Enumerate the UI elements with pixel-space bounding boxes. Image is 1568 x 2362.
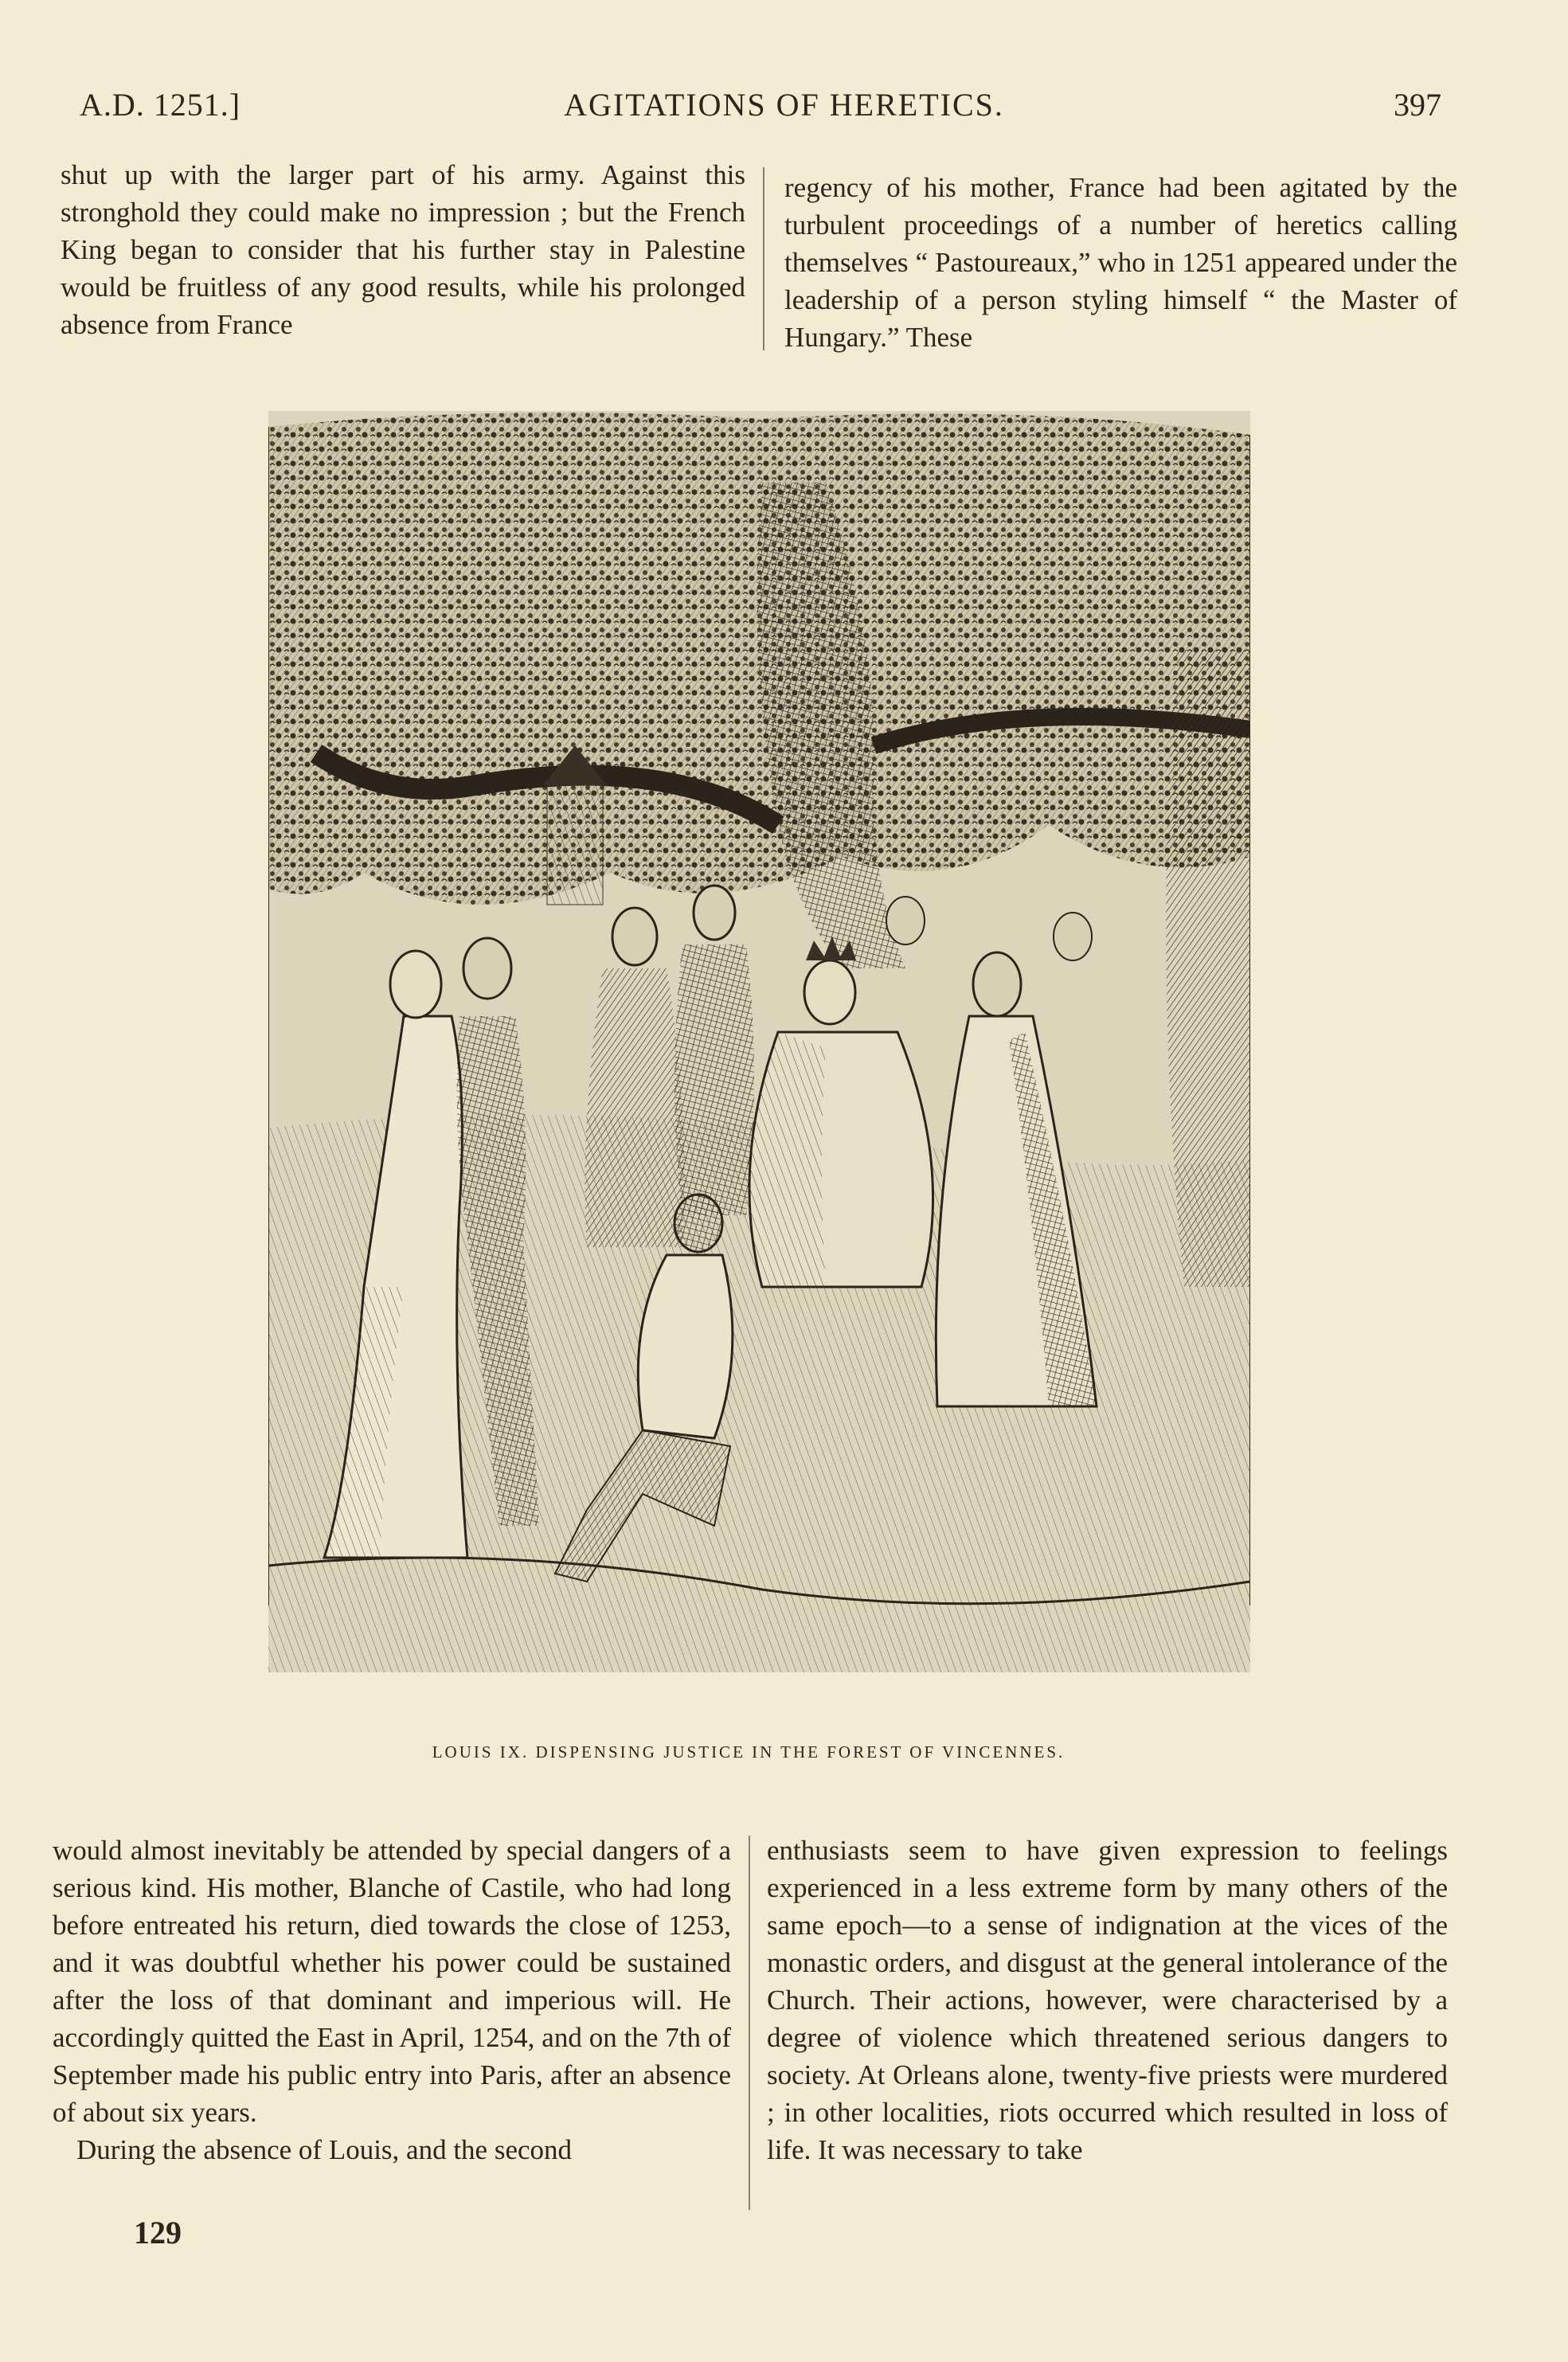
header-date: A.D. 1251.] [80, 87, 241, 123]
column-rule [749, 1836, 750, 2210]
page-number: 397 [1394, 87, 1441, 123]
paragraph: During the absence of Louis, and the second [76, 2134, 573, 2165]
text-column-top-left [61, 156, 745, 343]
paragraph: shut up with the larger part of his army. Against this stronghold they could make no impression ; but the French King began to consider that his further stay in Palestine would be fruitless of any good results, while his prolonged absence from France [61, 159, 745, 340]
header-title: AGITATIONS OF HERETICS. [564, 87, 1004, 123]
paragraph: regency of his mother, France had been agitated by the turbulent proceedings of a number of heretics calling themselves “ Pastoureaux,” who in 1251 appeared under the leadership of a person styling himself “ the Master of Hungary.” These [784, 172, 1457, 353]
text-column-bottom-right [767, 1832, 1448, 2168]
text-column-top-right [784, 169, 1457, 356]
paragraph: enthusiasts seem to have given expression to feelings experienced in a less extreme form by many others of the same epoch—to a sense of indignation at the vices of the monastic orders, and disgust at the general intolerance of the Church. Their actions, however, were characterised by a degree of violence which threatened serious dangers to society. At Orleans alone, twenty-five priests were murdered ; in other localities, riots occurred which resulted in loss of life. It was necessary to take [767, 1835, 1448, 2165]
running-head [0, 86, 1568, 134]
column-rule [763, 167, 764, 350]
text-column-bottom-left [53, 1832, 731, 2168]
illustration-caption: LOUIS IX. DISPENSING JUSTICE IN THE FOREST OF VINCENNES. [432, 1742, 1066, 1762]
paragraph: would almost inevitably be attended by special dangers of a serious kind. His mother, Blanche of Castile, who had long before entreated his return, died towards the close of 1253, and it was doubtful whether his power could be sustained after the loss of that dominant and imperious will. He accordingly quitted the East in April, 1254, and on the 7th of September made his public entry into Paris, after an absence of about six years. [53, 1835, 731, 2128]
signature-mark: 129 [134, 2215, 182, 2251]
engraving-illustration [268, 411, 1250, 1672]
